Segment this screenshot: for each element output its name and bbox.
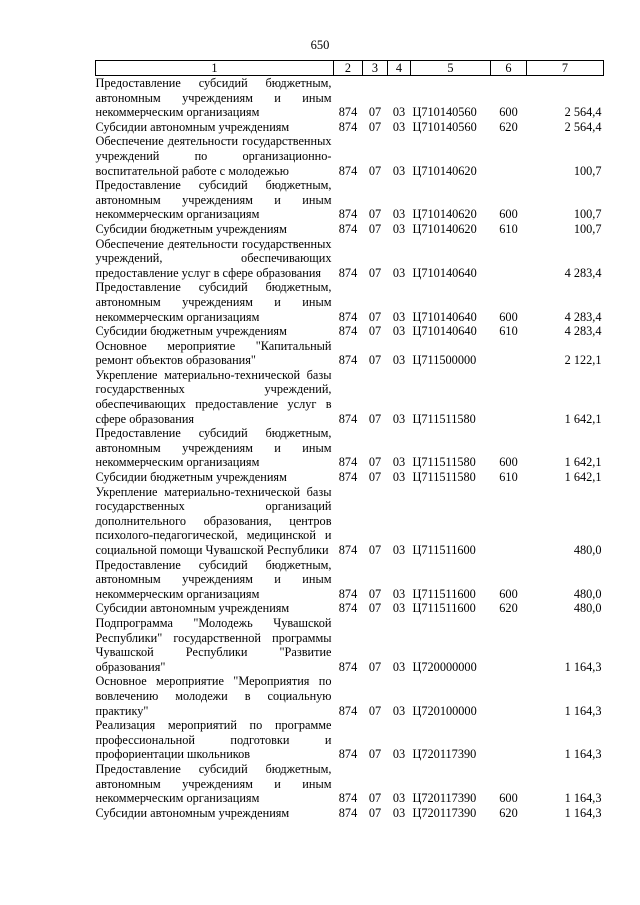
row-section-code: 07 bbox=[368, 747, 382, 762]
row-expense-type-code bbox=[491, 718, 527, 762]
row-target-article-code: Ц711511580 bbox=[412, 455, 476, 470]
row-section-code: 07 bbox=[368, 601, 382, 616]
row-amount: 4 283,4 bbox=[564, 324, 602, 339]
row-amount: 480,0 bbox=[573, 543, 602, 557]
row-expense-type-code: 600 bbox=[499, 309, 518, 324]
column-header-4: 4 bbox=[388, 61, 411, 76]
row-expense-type-code: 610 bbox=[499, 470, 518, 485]
row-section-code: 07 bbox=[368, 455, 382, 470]
row-grbs-code: 874 bbox=[338, 747, 358, 762]
row-subsection-code: 03 bbox=[392, 601, 406, 616]
row-subsection-code: 03 bbox=[392, 265, 406, 280]
row-target-article-code: Ц711511600 bbox=[412, 601, 476, 616]
row-section-code: 07 bbox=[368, 791, 382, 806]
row-subsection-code: 03 bbox=[392, 207, 406, 222]
row-subsection-code: 03 bbox=[392, 411, 406, 426]
row-target-article-code: Ц710140640 bbox=[412, 324, 477, 339]
row-subsection-code: 03 bbox=[392, 105, 406, 120]
row-expense-type-code bbox=[491, 368, 527, 426]
row-section-code: 07 bbox=[368, 265, 382, 280]
row-section-code: 07 bbox=[368, 309, 382, 324]
row-section-code: 07 bbox=[368, 221, 382, 236]
row-name: Обеспечение деятельности государственных учреждений, обеспечивающих предоставление услуг в сфере образования bbox=[95, 236, 332, 280]
row-subsection-code: 03 bbox=[392, 221, 406, 236]
row-name: Предоставление субсидий бюджетным, автономным учреждениям и иным некоммерческим организациям bbox=[95, 557, 332, 601]
row-subsection-code: 03 bbox=[392, 119, 406, 134]
row-grbs-code: 874 bbox=[338, 791, 358, 806]
row-amount: 2 564,4 bbox=[564, 119, 602, 134]
row-name: Основное мероприятие "Мероприятия по вовлечению молодежи в социальную практику" bbox=[95, 674, 332, 718]
table-body bbox=[96, 76, 604, 821]
row-subsection-code: 03 bbox=[392, 791, 406, 806]
row-subsection-code: 03 bbox=[392, 659, 406, 674]
row-expense-type-code: 600 bbox=[499, 207, 518, 222]
table-row bbox=[96, 178, 604, 222]
row-expense-type-code: 610 bbox=[499, 324, 518, 339]
row-section-code: 07 bbox=[368, 324, 382, 339]
table-row bbox=[96, 76, 604, 120]
row-grbs-code: 874 bbox=[338, 353, 358, 368]
row-section-code: 07 bbox=[368, 659, 382, 674]
row-grbs-code: 874 bbox=[338, 455, 358, 470]
row-target-article-code: Ц711511600 bbox=[412, 586, 476, 601]
row-target-article-code: Ц710140620 bbox=[412, 207, 477, 222]
row-target-article-code: Ц720000000 bbox=[412, 659, 477, 674]
table-row bbox=[96, 134, 604, 178]
row-expense-type-code: 610 bbox=[499, 221, 518, 236]
row-grbs-code: 874 bbox=[338, 703, 358, 718]
row-grbs-code: 874 bbox=[338, 324, 358, 339]
row-name: Субсидии бюджетным учреждениям bbox=[95, 324, 287, 339]
row-expense-type-code bbox=[491, 339, 527, 368]
row-amount: 1 642,1 bbox=[564, 411, 602, 426]
row-name: Реализация мероприятий по программе профессиональной подготовки и профориентации школьников bbox=[95, 718, 332, 762]
row-grbs-code: 874 bbox=[338, 659, 358, 674]
row-subsection-code: 03 bbox=[392, 703, 406, 718]
row-subsection-code: 03 bbox=[392, 805, 406, 820]
budget-table bbox=[95, 60, 604, 820]
row-subsection-code: 03 bbox=[392, 543, 406, 557]
row-name: Субсидии автономным учреждениям bbox=[95, 805, 290, 820]
row-grbs-code: 874 bbox=[338, 586, 358, 601]
table-row bbox=[96, 616, 604, 674]
row-grbs-code: 874 bbox=[338, 221, 358, 236]
row-target-article-code: Ц711511580 bbox=[412, 411, 476, 426]
row-amount: 2 122,1 bbox=[564, 353, 602, 368]
row-target-article-code: Ц720100000 bbox=[412, 703, 477, 718]
row-amount: 1 164,3 bbox=[564, 703, 602, 718]
row-target-article-code: Ц720117390 bbox=[412, 791, 477, 806]
table-row bbox=[96, 806, 604, 821]
row-grbs-code: 874 bbox=[338, 805, 358, 820]
row-name: Предоставление субсидий бюджетным, автономным учреждениям и иным некоммерческим организациям bbox=[95, 76, 332, 120]
row-expense-type-code bbox=[491, 616, 527, 674]
row-target-article-code: Ц710140640 bbox=[412, 309, 477, 324]
row-expense-type-code bbox=[491, 485, 527, 558]
row-amount: 1 642,1 bbox=[564, 455, 602, 470]
table-row bbox=[96, 280, 604, 324]
row-name: Предоставление субсидий бюджетным, автономным учреждениям и иным некоммерческим организациям bbox=[95, 761, 332, 806]
table-row bbox=[96, 674, 604, 718]
page-number: 650 bbox=[310, 38, 330, 52]
row-expense-type-code bbox=[491, 134, 527, 178]
row-amount: 1 164,3 bbox=[564, 659, 602, 674]
row-target-article-code: Ц710140620 bbox=[412, 163, 477, 178]
row-expense-type-code bbox=[491, 237, 527, 281]
row-name: Подпрограмма "Молодежь Чувашской Республики" государственной программы Чувашской Республики "Развитие образования" bbox=[95, 615, 332, 674]
row-name: Основное мероприятие "Капитальный ремонт объектов образования" bbox=[95, 338, 332, 368]
row-name: Субсидии бюджетным учреждениям bbox=[95, 470, 287, 485]
row-grbs-code: 874 bbox=[338, 119, 358, 134]
row-amount: 480,0 bbox=[573, 586, 602, 601]
row-name: Субсидии бюджетным учреждениям bbox=[95, 221, 287, 236]
table-row bbox=[96, 485, 604, 558]
row-amount: 100,7 bbox=[573, 163, 602, 178]
table-row bbox=[96, 339, 604, 368]
row-amount: 1 164,3 bbox=[564, 747, 602, 762]
row-target-article-code: Ц710140560 bbox=[412, 105, 477, 120]
row-grbs-code: 874 bbox=[338, 265, 358, 280]
row-grbs-code: 874 bbox=[338, 543, 358, 557]
row-section-code: 07 bbox=[368, 163, 382, 178]
row-expense-type-code bbox=[491, 674, 527, 718]
row-section-code: 07 bbox=[368, 703, 382, 718]
row-grbs-code: 874 bbox=[338, 309, 358, 324]
table-row bbox=[96, 426, 604, 470]
row-target-article-code: Ц710140620 bbox=[412, 221, 477, 236]
row-subsection-code: 03 bbox=[392, 747, 406, 762]
row-expense-type-code: 600 bbox=[499, 791, 518, 806]
column-number-row bbox=[96, 61, 604, 76]
row-grbs-code: 874 bbox=[338, 207, 358, 222]
column-header-5: 5 bbox=[411, 61, 491, 76]
row-target-article-code: Ц720117390 bbox=[412, 805, 477, 820]
row-section-code: 07 bbox=[368, 353, 382, 368]
column-header-1: 1 bbox=[96, 61, 334, 76]
table-row bbox=[96, 120, 604, 135]
table-row bbox=[96, 470, 604, 485]
row-amount: 2 564,4 bbox=[564, 105, 602, 120]
row-target-article-code: Ц710140640 bbox=[412, 265, 477, 280]
table-header bbox=[96, 61, 604, 76]
row-name: Предоставление субсидий бюджетным, автономным учреждениям и иным некоммерческим организациям bbox=[95, 178, 332, 222]
row-amount: 480,0 bbox=[573, 601, 602, 616]
row-expense-type-code: 600 bbox=[499, 105, 518, 120]
row-amount: 4 283,4 bbox=[564, 309, 602, 324]
row-target-article-code: Ц710140560 bbox=[412, 119, 477, 134]
row-expense-type-code: 600 bbox=[499, 586, 518, 601]
table-row bbox=[96, 324, 604, 339]
row-section-code: 07 bbox=[368, 805, 382, 820]
row-grbs-code: 874 bbox=[338, 470, 358, 485]
table-row bbox=[96, 222, 604, 237]
row-name: Укрепление материально-технической базы государственных учреждений, обеспечивающих предоставление услуг в сфере образования bbox=[95, 367, 332, 426]
row-name: Предоставление субсидий бюджетным, автономным учреждениям и иным некоммерческим организациям bbox=[95, 280, 332, 324]
row-subsection-code: 03 bbox=[392, 470, 406, 485]
row-subsection-code: 03 bbox=[392, 163, 406, 178]
column-header-6: 6 bbox=[491, 61, 527, 76]
row-name: Обеспечение деятельности государственных учреждений по организационно-воспитательной работе с молодежью bbox=[95, 134, 332, 178]
table-row bbox=[96, 601, 604, 616]
row-subsection-code: 03 bbox=[392, 455, 406, 470]
row-amount: 1 642,1 bbox=[564, 470, 602, 485]
row-grbs-code: 874 bbox=[338, 411, 358, 426]
column-header-3: 3 bbox=[363, 61, 388, 76]
row-amount: 100,7 bbox=[573, 207, 602, 222]
table-row bbox=[96, 237, 604, 281]
row-section-code: 07 bbox=[368, 470, 382, 485]
row-expense-type-code: 620 bbox=[499, 119, 518, 134]
row-name: Предоставление субсидий бюджетным, автономным учреждениям и иным некоммерческим организациям bbox=[95, 426, 332, 470]
row-section-code: 07 bbox=[368, 411, 382, 426]
row-grbs-code: 874 bbox=[338, 163, 358, 178]
row-section-code: 07 bbox=[368, 119, 382, 134]
row-section-code: 07 bbox=[368, 543, 382, 557]
table-row bbox=[96, 368, 604, 426]
row-amount: 100,7 bbox=[573, 221, 602, 236]
column-header-7: 7 bbox=[527, 61, 604, 76]
row-name: Субсидии автономным учреждениям bbox=[95, 601, 290, 616]
table-row bbox=[96, 558, 604, 602]
row-amount: 1 164,3 bbox=[564, 805, 602, 820]
row-name: Укрепление материально-технической базы государственных организаций дополнительного образования, центров психолого-педагогической, медицинской и социальной помощи Чувашской Республики bbox=[95, 484, 332, 557]
row-subsection-code: 03 bbox=[392, 353, 406, 368]
column-header-2: 2 bbox=[334, 61, 363, 76]
row-target-article-code: Ц711500000 bbox=[412, 353, 477, 368]
table-row bbox=[96, 718, 604, 762]
row-subsection-code: 03 bbox=[392, 586, 406, 601]
row-target-article-code: Ц711511580 bbox=[412, 470, 476, 485]
row-target-article-code: Ц720117390 bbox=[412, 747, 477, 762]
row-target-article-code: Ц711511600 bbox=[412, 543, 476, 557]
row-name: Субсидии автономным учреждениям bbox=[95, 119, 290, 134]
row-section-code: 07 bbox=[368, 586, 382, 601]
row-section-code: 07 bbox=[368, 207, 382, 222]
row-section-code: 07 bbox=[368, 105, 382, 120]
row-subsection-code: 03 bbox=[392, 309, 406, 324]
table-row bbox=[96, 762, 604, 806]
row-grbs-code: 874 bbox=[338, 105, 358, 120]
row-grbs-code: 874 bbox=[338, 601, 358, 616]
row-subsection-code: 03 bbox=[392, 324, 406, 339]
row-expense-type-code: 620 bbox=[499, 601, 518, 616]
row-amount: 1 164,3 bbox=[564, 791, 602, 806]
row-amount: 4 283,4 bbox=[564, 265, 602, 280]
row-expense-type-code: 620 bbox=[499, 805, 518, 820]
row-expense-type-code: 600 bbox=[499, 455, 518, 470]
